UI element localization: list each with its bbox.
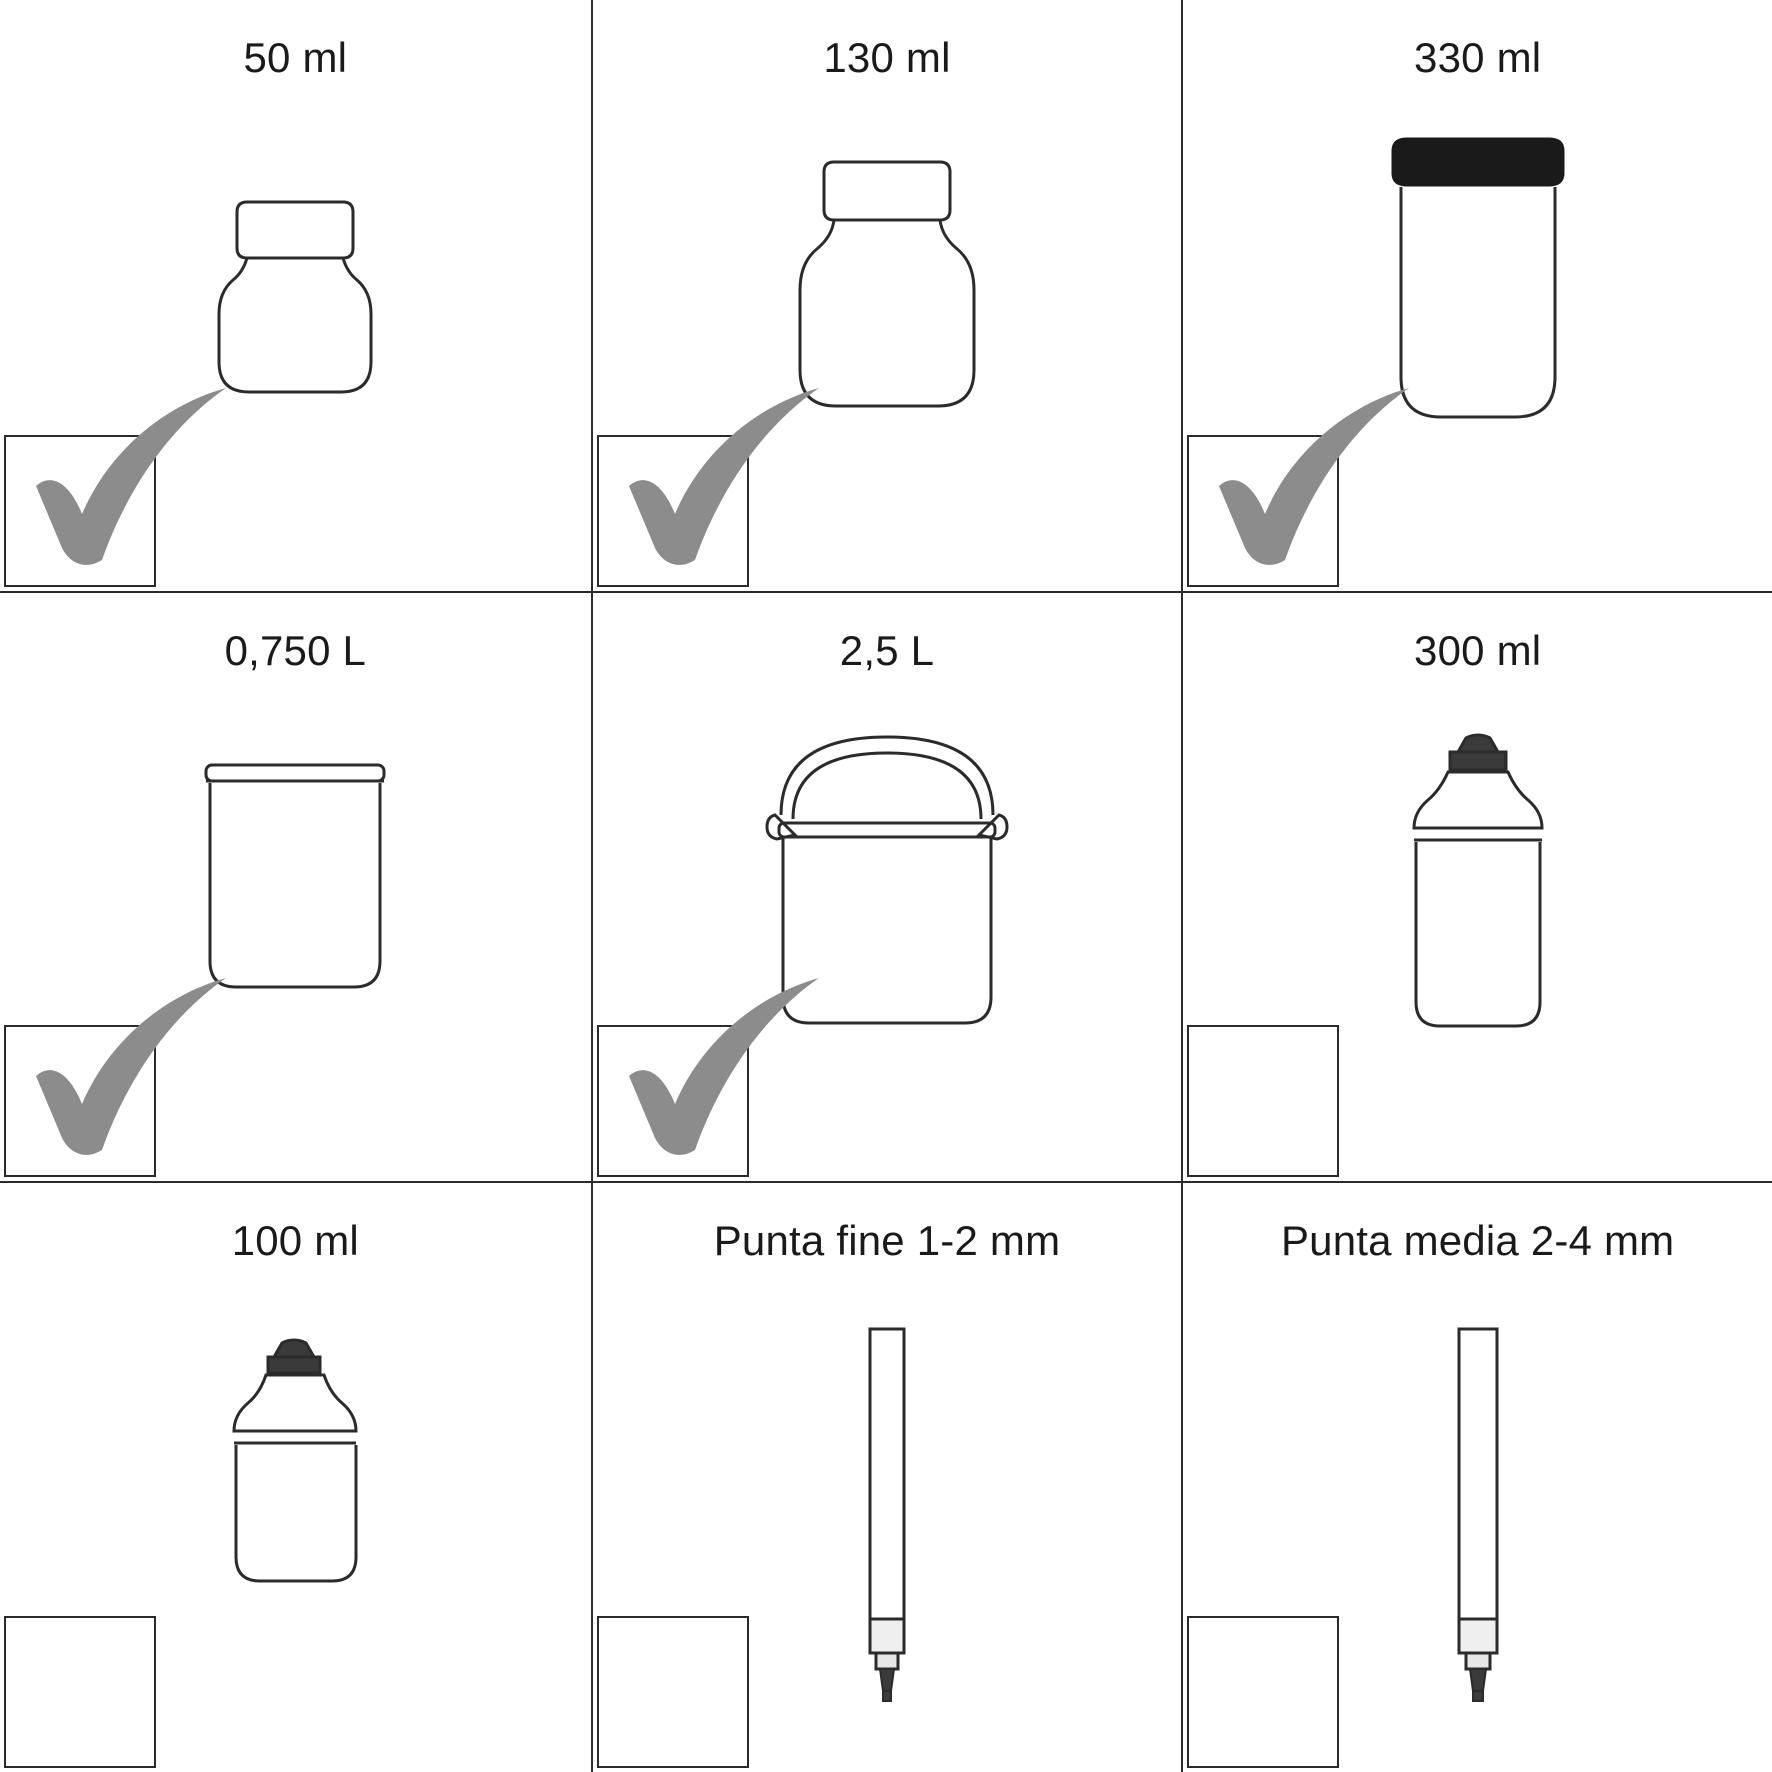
cell-label: 330 ml xyxy=(1414,34,1542,81)
checkbox-330ml[interactable] xyxy=(1187,435,1339,587)
cell-label: Punta fine 1-2 mm xyxy=(713,1217,1061,1265)
cell-label: 2,5 L xyxy=(839,626,935,674)
checkbox-punta-media[interactable] xyxy=(1187,1616,1339,1768)
grid-cell-50ml xyxy=(0,0,591,591)
grid-cell-300ml xyxy=(1181,591,1772,1182)
cell-label: 50 ml xyxy=(243,34,348,81)
checkbox-punta-fine[interactable] xyxy=(597,1616,749,1768)
cell-label: Punta media 2-4 mm xyxy=(1280,1217,1675,1265)
checkbox-0750l[interactable] xyxy=(4,1025,156,1177)
cell-label: 300 ml xyxy=(1414,626,1542,674)
grid-cell-130ml xyxy=(591,0,1182,591)
checkbox-100ml[interactable] xyxy=(4,1616,156,1768)
cell-label: 0,750 L xyxy=(224,626,367,674)
grid-cell-punta-fine xyxy=(591,1181,1182,1772)
grid-cell-330ml xyxy=(1181,0,1772,591)
grid-cell-25l xyxy=(591,591,1182,1182)
grid-cell-punta-media xyxy=(1181,1181,1772,1772)
cell-label: 130 ml xyxy=(823,34,951,81)
checkbox-50ml[interactable] xyxy=(4,435,156,587)
cell-label: 100 ml xyxy=(231,1217,359,1265)
grid-cell-0750l xyxy=(0,591,591,1182)
checkbox-130ml[interactable] xyxy=(597,435,749,587)
checkbox-300ml[interactable] xyxy=(1187,1025,1339,1177)
checkbox-25l[interactable] xyxy=(597,1025,749,1177)
grid-cell-100ml xyxy=(0,1181,591,1772)
